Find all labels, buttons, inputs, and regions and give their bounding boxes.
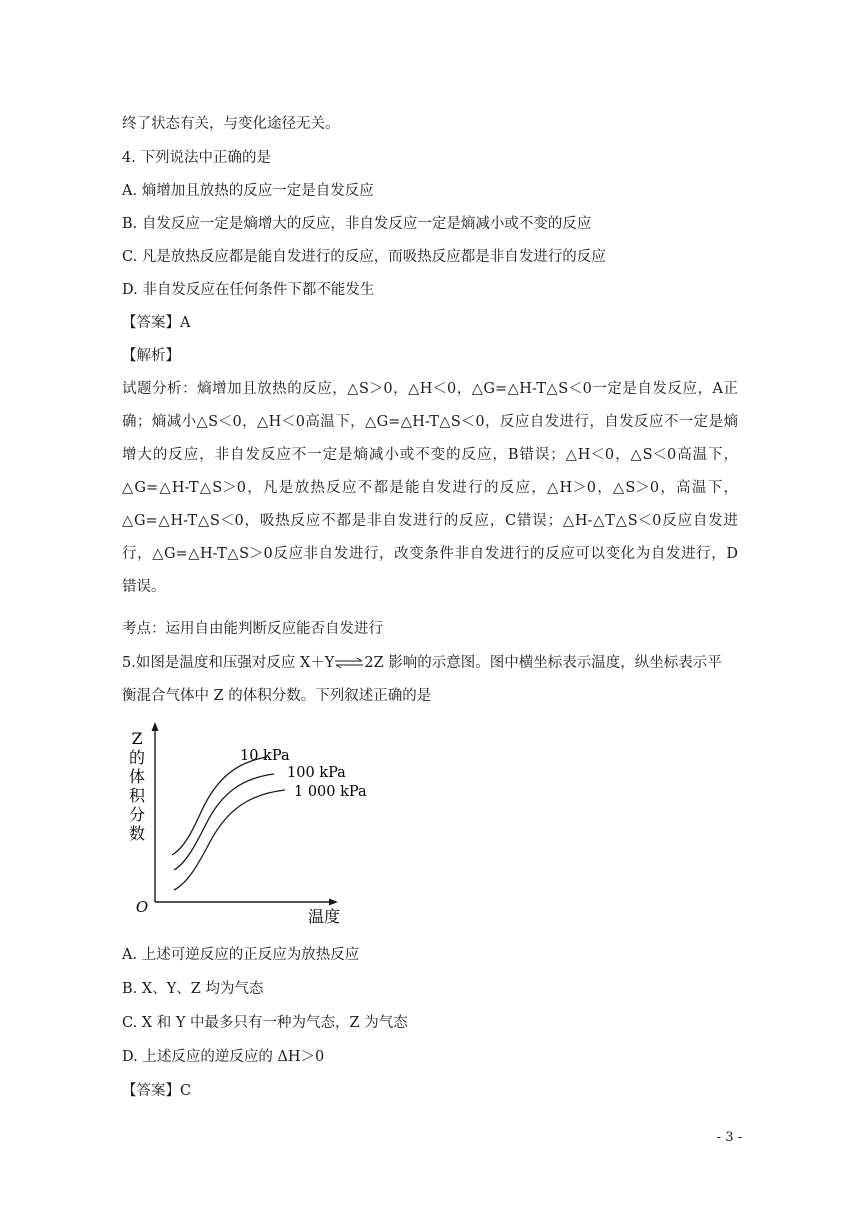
q4-analysis [122,373,738,604]
y-label-char: 的 [128,748,146,767]
curve-100kpa [174,774,274,870]
q5-option-d: D. 上述反应的逆反应的 ΔH＞0 [122,1049,325,1065]
analysis-line: 错误。 [122,579,166,595]
q4-option-a: A. 熵增加且放热的反应一定是自发反应 [122,183,374,199]
question-4-stem: 4. 下列说法中正确的是 [122,150,271,166]
q4-option-c: C. 凡是放热反应都是能自发进行的反应，而吸热反应都是非自发进行的反应 [122,249,606,265]
y-label-char: 积 [128,786,146,805]
y-label-char: 分 [128,805,146,824]
curve-label-10kpa: 10 kPa [240,748,290,764]
q5-figure [122,720,382,930]
q5-option-a: A. 上述可逆反应的正反应为放热反应 [122,947,360,963]
y-axis-arrow-icon [152,722,159,731]
q4-analysis-title: 【解析】 [122,348,180,364]
x-axis-label: 温度 [307,907,341,926]
origin-label: O [135,898,149,916]
q4-answer: 【答案】A [122,315,191,331]
stem-text-after: 2Z 影响的示意图。图中横坐标表示温度，纵坐标表示平 [364,655,722,671]
q5-answer: 【答案】C [122,1083,192,1099]
curve-1000kpa [174,790,285,890]
analysis-line: △G=△H-T△S＞0，凡是放热反应不都是能自发进行的反应，△H＞0，△S＞0，高温下， [122,480,738,496]
analysis-line: 增大的反应，非自发反应不一定是熵减小或不变的反应，B错误；△H＜0，△S＜0高温下， [122,447,738,463]
page-number: - 3 - [716,1130,742,1145]
curve-10kpa [172,757,267,855]
y-label-char: 数 [128,824,146,843]
y-label-char: Z [131,729,143,748]
equilibrium-arrow-icon [334,657,364,669]
x-axis-arrow-icon [329,899,338,906]
q4-option-b: B. 自发反应一定是熵增大的反应，非自发反应一定是熵减小或不变的反应 [122,216,592,232]
q4-option-d: D. 非自发反应在任何条件下都不能发生 [122,282,375,298]
q5-option-b: B. X、Y、Z 均为气态 [122,981,264,997]
analysis-line: △G=△H-T△S＜0，吸热反应不都是非自发进行的反应，C错误；△H-△T△S＜0反应自发进 [122,513,738,529]
question-5-stem-line1 [122,653,722,673]
y-label-char: 体 [128,767,146,786]
stem-text-before: 5.如图是温度和压强对反应 X＋Y [122,655,335,671]
analysis-line: 行，△G=△H-T△S＞0反应非自发进行，改变条件非自发进行的反应可以变化为自发进行，D [122,546,738,562]
top-line: 终了状态有关，与变化途径无关。 [122,116,340,132]
question-5-stem-line2: 衡混合气体中 Z 的体积分数。下列叙述正确的是 [122,688,432,704]
analysis-line: 试题分析：熵增加且放热的反应，△S＞0，△H＜0，△G=△H-T△S＜0一定是自发反应，A正 [122,381,738,397]
analysis-line: 确；熵减小△S＜0，△H＜0高温下，△G=△H-T△S＜0，反应自发进行，自发反应不一定是熵 [122,414,738,430]
q4-kaodian: 考点：运用自由能判断反应能否自发进行 [122,621,383,637]
curve-label-1000kpa: 1 000 kPa [294,784,367,800]
q5-option-c: C. X 和 Y 中最多只有一种为气态，Z 为气态 [122,1015,408,1031]
curve-label-100kpa: 100 kPa [287,765,346,781]
